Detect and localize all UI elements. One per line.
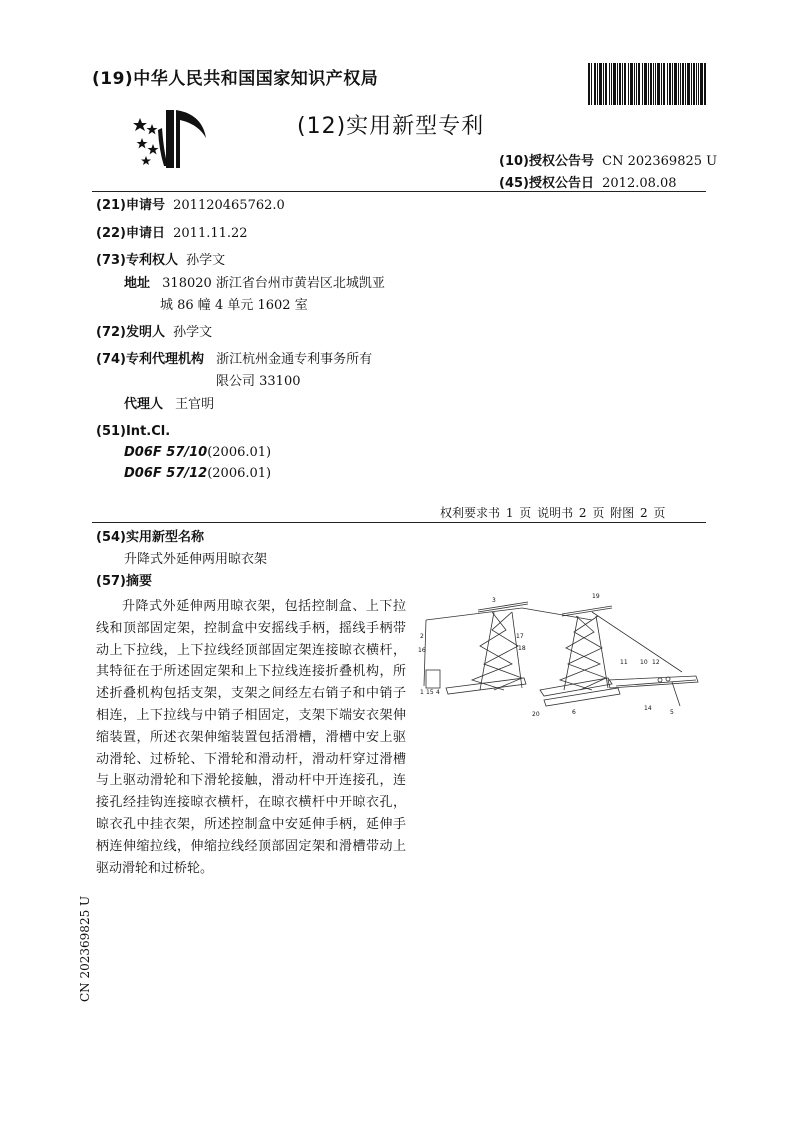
app-number: 201120465762.0 <box>173 198 285 213</box>
abstract-label-text: (57)摘要 <box>96 574 152 589</box>
address-label: 地址 <box>124 276 151 291</box>
page-counts: 权利要求书 1 页 说明书 2 页 附图 2 页 <box>440 506 666 520</box>
intcl-label-text: (51)Int.Cl. <box>96 424 171 439</box>
fig-label-12: 12 <box>652 659 660 666</box>
address-row <box>124 274 385 293</box>
app-date-label: (22)申请日 <box>96 226 165 241</box>
fig-label-10: 10 <box>640 659 648 666</box>
fig-label-1: 1 <box>420 689 424 696</box>
patentee-row <box>96 251 225 270</box>
app-number-row <box>96 196 285 215</box>
fig-label-6: 6 <box>572 709 576 716</box>
office-name: (19)中华人民共和国国家知识产权局 <box>92 69 379 89</box>
pub-date-label: (45)授权公告日 <box>499 176 594 191</box>
pub-date-row <box>499 172 677 191</box>
fig-label-19: 19 <box>592 593 600 600</box>
title-label-text: (54)实用新型名称 <box>96 530 204 545</box>
side-pub-number-wrap <box>78 895 96 1002</box>
fig-label-5: 5 <box>670 709 674 716</box>
header-rule <box>92 191 706 192</box>
fig-label-2: 2 <box>420 633 424 640</box>
classification-1-year: (2006.01) <box>207 445 272 460</box>
classification-2-code: D06F 57/12 <box>124 466 208 481</box>
classification-2-year: (2006.01) <box>207 466 272 481</box>
pub-number-row <box>499 150 717 169</box>
barcode <box>588 63 706 105</box>
pub-number: CN 202369825 U <box>602 154 718 169</box>
address-line-1: 318020 浙江省台州市黄岩区北城凯亚 <box>162 276 385 291</box>
section-rule <box>92 522 706 523</box>
app-date: 2011.11.22 <box>173 226 248 241</box>
intcl-label <box>96 422 170 441</box>
abstract-text: 升降式外延伸两用晾衣架，包括控制盒、上下拉线和顶部固定架，控制盒中安摇线手柄，摇线手柄带动上下拉线，上下拉线经顶部固定架连接晾衣横杆，其特征在于所述固定架和上下拉线连接折叠机构，所述折叠机构包括支架，支架之间经左右销子和中销子相连，上下拉线与中销子相固定，支架下端安衣架伸缩装置，所述衣架伸缩装置包括滑槽，滑槽中安上驱动滑轮、过桥轮、下滑轮和滑动杆，滑动杆穿过滑槽与上驱动滑轮和下滑轮接触，滑动杆中开连接孔，连接孔经挂钩连接晾衣横杆，在晾衣横杆中开晾衣孔，晾衣孔中挂衣架，所述控制盒中安延伸手柄，延伸手柄连伸缩拉线，伸缩拉线经顶部固定架和滑槽带动上驱动滑轮和过桥轮。 <box>96 599 406 876</box>
agency-line-1: 浙江杭州金通专利事务所有 <box>216 352 373 367</box>
patentee-label: (73)专利权人 <box>96 253 178 268</box>
classification-2 <box>124 464 271 483</box>
fig-label-20: 20 <box>532 711 540 718</box>
agent-label: 代理人 <box>124 397 164 412</box>
utility-model-title: 升降式外延伸两用晾衣架 <box>124 552 268 567</box>
inventor: 孙学文 <box>173 325 213 340</box>
inventor-row <box>96 323 212 342</box>
app-date-row <box>96 224 248 243</box>
agency-label: (74)专利代理机构 <box>96 352 204 367</box>
agent: 王官明 <box>175 397 215 412</box>
address-line-2: 城 86 幢 4 单元 1602 室 <box>160 298 308 313</box>
sipo-logo <box>128 104 212 170</box>
classification-1 <box>124 443 271 462</box>
abstract-label <box>96 572 152 591</box>
fig-label-16: 16 <box>418 647 426 654</box>
app-number-label: (21)申请号 <box>96 198 165 213</box>
fig-label-15: 15 <box>426 689 434 696</box>
patent-drawing <box>412 590 702 720</box>
fig-label-4: 4 <box>436 689 440 696</box>
pub-number-label: (10)授权公告号 <box>499 154 594 169</box>
side-pub-number: CN 202369825 U <box>78 895 92 1002</box>
fig-label-17: 17 <box>516 633 524 640</box>
classification-1-code: D06F 57/10 <box>124 445 208 460</box>
fig-label-14: 14 <box>644 705 652 712</box>
title-label <box>96 528 204 547</box>
document-type: (12)实用新型专利 <box>297 114 485 139</box>
pub-date: 2012.08.08 <box>602 176 677 191</box>
agency-line-2: 限公司 33100 <box>216 374 301 389</box>
fig-label-18: 18 <box>518 645 526 652</box>
fig-label-11: 11 <box>620 659 628 666</box>
agency-row <box>96 350 372 369</box>
agent-row <box>124 395 214 414</box>
fig-label-3: 3 <box>492 597 496 604</box>
inventor-label: (72)发明人 <box>96 325 165 340</box>
patentee: 孙学文 <box>186 253 226 268</box>
